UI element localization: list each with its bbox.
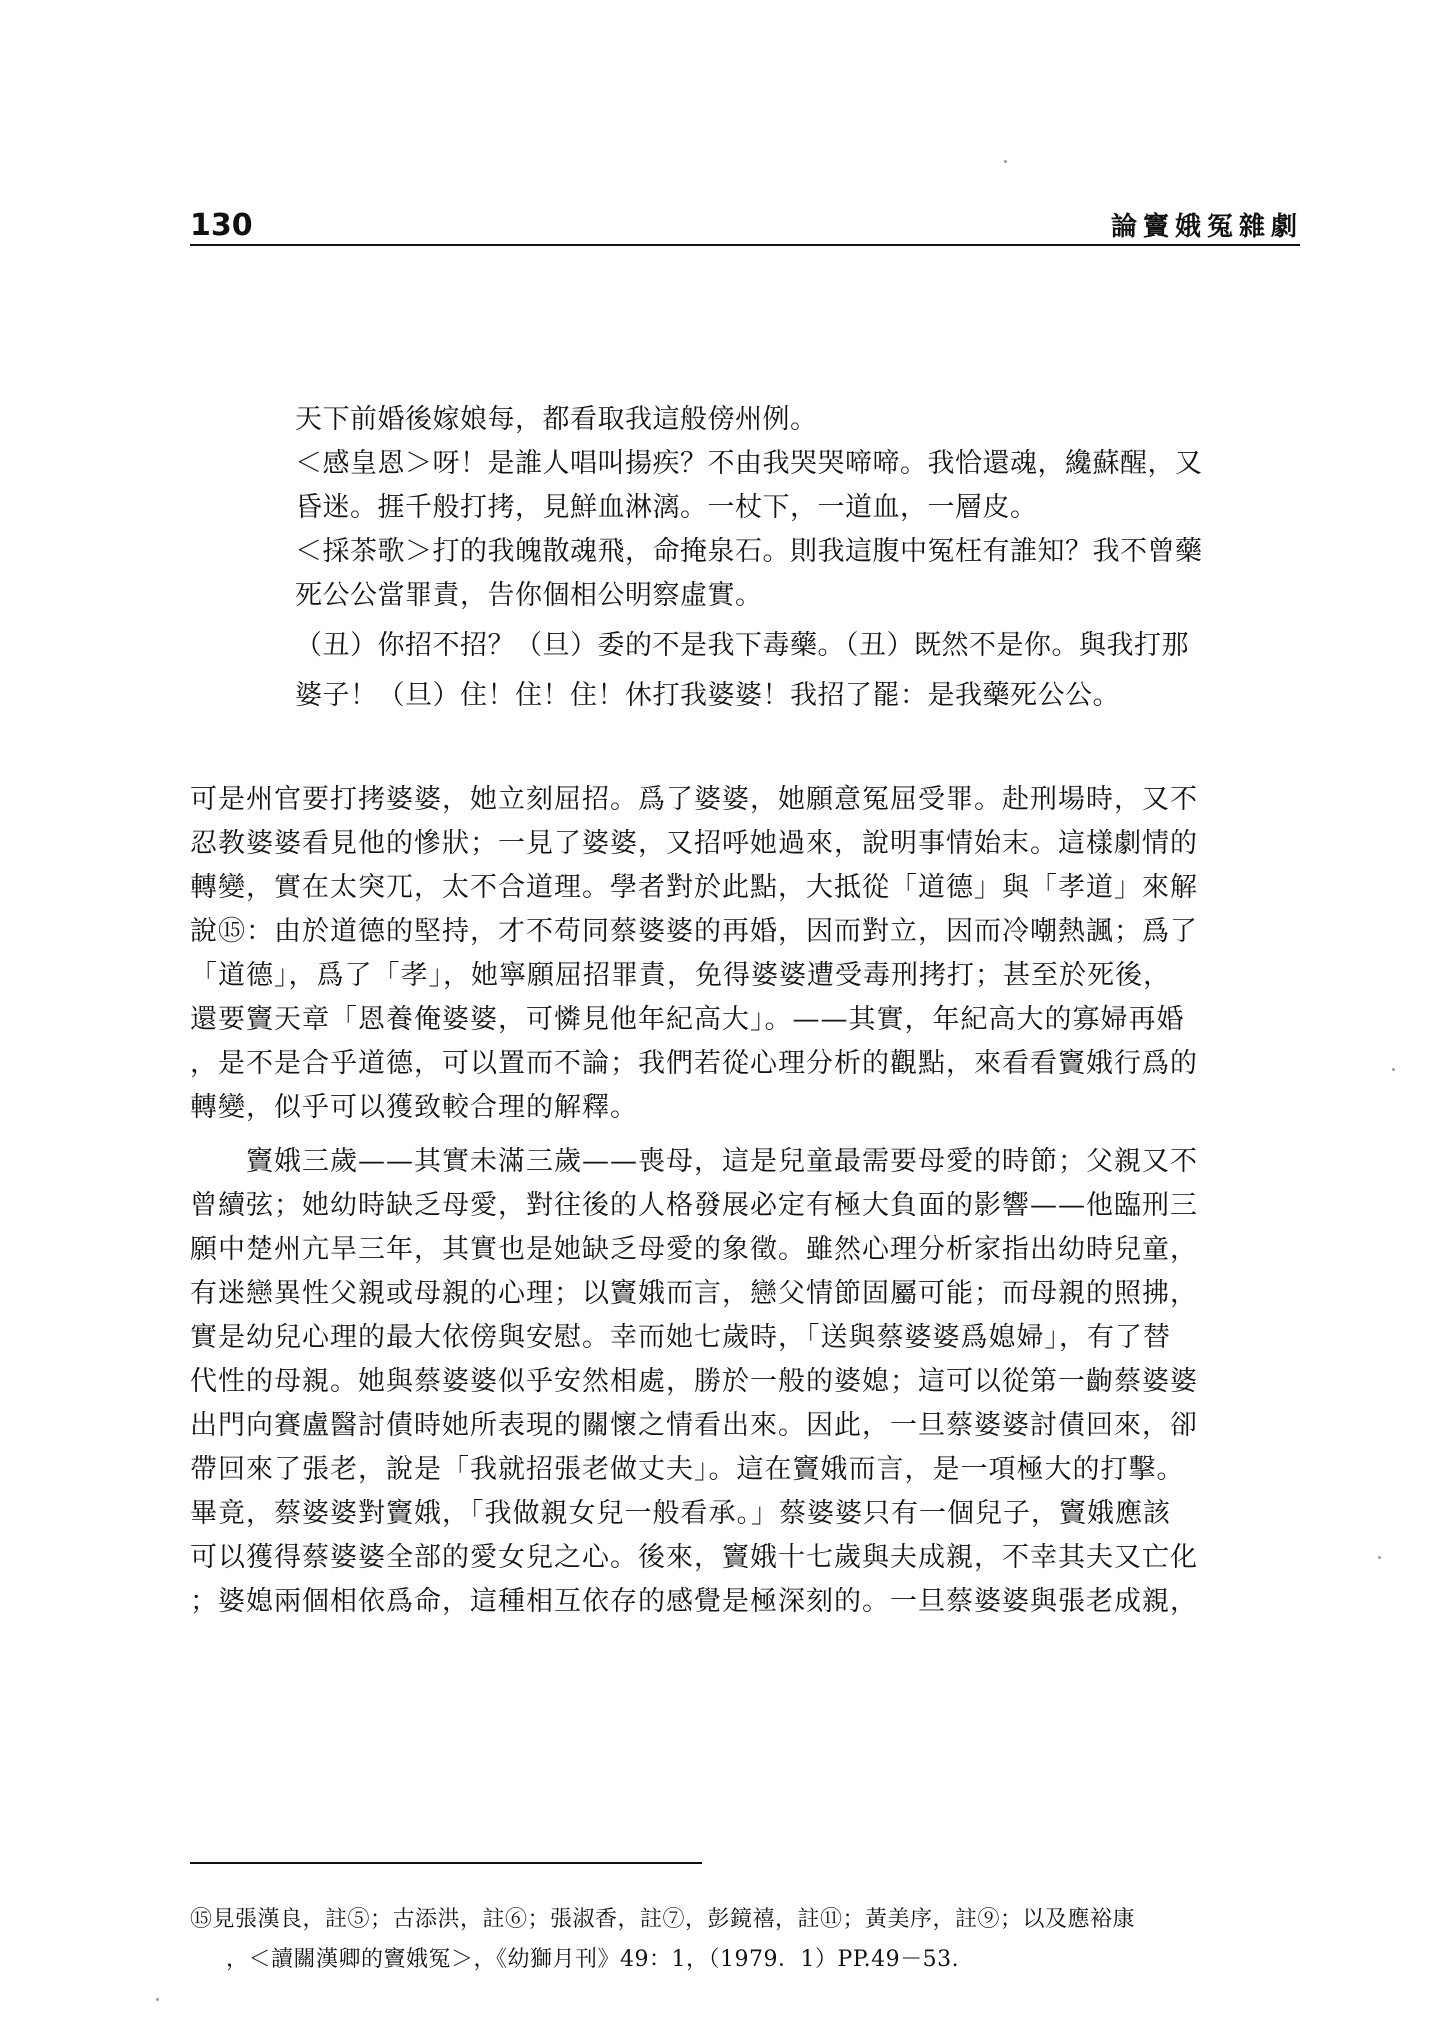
running-title: 論竇娥冤雜劇 [1110,212,1303,242]
quote-block [295,398,1285,718]
scan-speck [156,1998,159,2001]
body-line: 出門向賽盧醫討債時她所表現的關懷之情看出來。因此，一旦蔡婆婆討債回來，卻 [190,1410,1198,1441]
quote-line: ＜採茶歌＞打的我魄散魂飛，命掩泉石。則我這腹中冤枉有誰知？我不曾藥 [295,536,1203,567]
body-line: 有迷戀異性父親或母親的心理；以竇娥而言，戀父情節固屬可能；而母親的照拂， [190,1278,1198,1309]
body-line: ，是不是合乎道德，可以置而不論；我們若從心理分析的觀點，來看看竇娥行爲的 [190,1048,1198,1079]
scan-speck [1378,1556,1381,1559]
body-line: 轉變，實在太突兀，太不合道理。學者對於此點，大抵從「道德」與「孝道」來解 [190,872,1198,903]
body-line: 曾續弦；她幼時缺乏母愛，對往後的人格發展必定有極大負面的影響——他臨刑三 [190,1190,1198,1221]
quote-line: 死公公當罪責，告你個相公明察虛實。 [295,580,763,611]
body-line: 可以獲得蔡婆婆全部的愛女兒之心。後來，竇娥十七歲與夫成親，不幸其夫又亡化 [190,1542,1198,1573]
body-line: 說⑮：由於道德的堅持，才不苟同蔡婆婆的再婚，因而對立，因而冷嘲熱諷；爲了 [190,916,1198,947]
footnote-line: ⑮見張漢良，註⑤；古添洪，註⑥；張淑香，註⑦，彭鏡禧，註⑪；黃美序，註⑨；以及應裕康 [190,1907,1136,1932]
scan-speck [1392,1068,1395,1071]
body-line: 可是州官要打拷婆婆，她立刻屈招。爲了婆婆，她願意冤屈受罪。赴刑場時，又不 [190,784,1198,815]
quote-line: （丑）你招不招？（旦）委的不是我下毒藥。（丑）既然不是你。與我打那 [295,630,1189,661]
body-line: 轉變，似乎可以獲致較合理的解釋。 [190,1092,638,1123]
body-line: 忍教婆婆看見他的慘狀；一見了婆婆，又招呼她過來，說明事情始末。這樣劇情的 [190,828,1198,859]
quote-line: ＜感皇恩＞呀！是誰人唱叫揚疾？不由我哭哭啼啼。我恰還魂，纔蘇醒，又 [295,448,1203,479]
body-line: 代性的母親。她與蔡婆婆似乎安然相處，勝於一般的婆媳；這可以從第一齣蔡婆婆 [190,1366,1198,1397]
footnote-rule [190,1862,702,1864]
body-line: 實是幼兒心理的最大依傍與安慰。幸而她七歲時，「送與蔡婆婆爲媳婦」，有了替 [190,1322,1171,1353]
body-line: 竇娥三歲——其實未滿三歲——喪母，這是兒童最需要母愛的時節；父親又不 [190,1146,1198,1177]
quote-line: 昏迷。捱千般打拷，見鮮血淋漓。一杖下，一道血，一層皮。 [295,492,1038,523]
paragraph-1 [190,778,1300,1130]
body-line: ；婆媳兩個相依爲命，這種相互依存的感覺是極深刻的。一旦蔡婆婆與張老成親， [190,1586,1198,1617]
footnote-block [190,1900,1310,1980]
body-block [190,778,1300,1624]
footnote-line: ，＜讀關漢卿的竇娥冤＞，《幼獅月刊》49：1，（1979．1）PP.49－53. [226,1947,960,1972]
body-line: 畢竟，蔡婆婆對竇娥，「我做親女兒一般看承。」蔡婆婆只有一個兒子，竇娥應該 [190,1498,1171,1529]
paragraph-gap [190,1130,1300,1140]
page-number: 130 [190,208,253,243]
quote-line: 婆子！（旦）住！住！住！休打我婆婆！我招了罷：是我藥死公公。 [295,680,1120,711]
body-line: 還要竇天章「恩養俺婆婆，可憐見他年紀高大」。——其實，年紀高大的寡婦再婚 [190,1004,1185,1035]
body-line: 帶回來了張老，說是「我就招張老做丈夫」。這在竇娥而言，是一項極大的打擊。 [190,1454,1185,1485]
quote-line: 天下前婚後嫁娘每，都看取我這般傍州例。 [295,404,818,435]
body-line: 「道德」，爲了「孝」，她寧願屈招罪責，免得婆婆遭受毒刑拷打；甚至於死後， [190,960,1171,991]
body-line: 願中楚州亢旱三年，其實也是她缺乏母愛的象徵。雖然心理分析家指出幼時兒童， [190,1234,1198,1265]
scan-speck [1004,160,1007,163]
paragraph-2 [190,1140,1300,1624]
header-rule [190,244,1300,246]
